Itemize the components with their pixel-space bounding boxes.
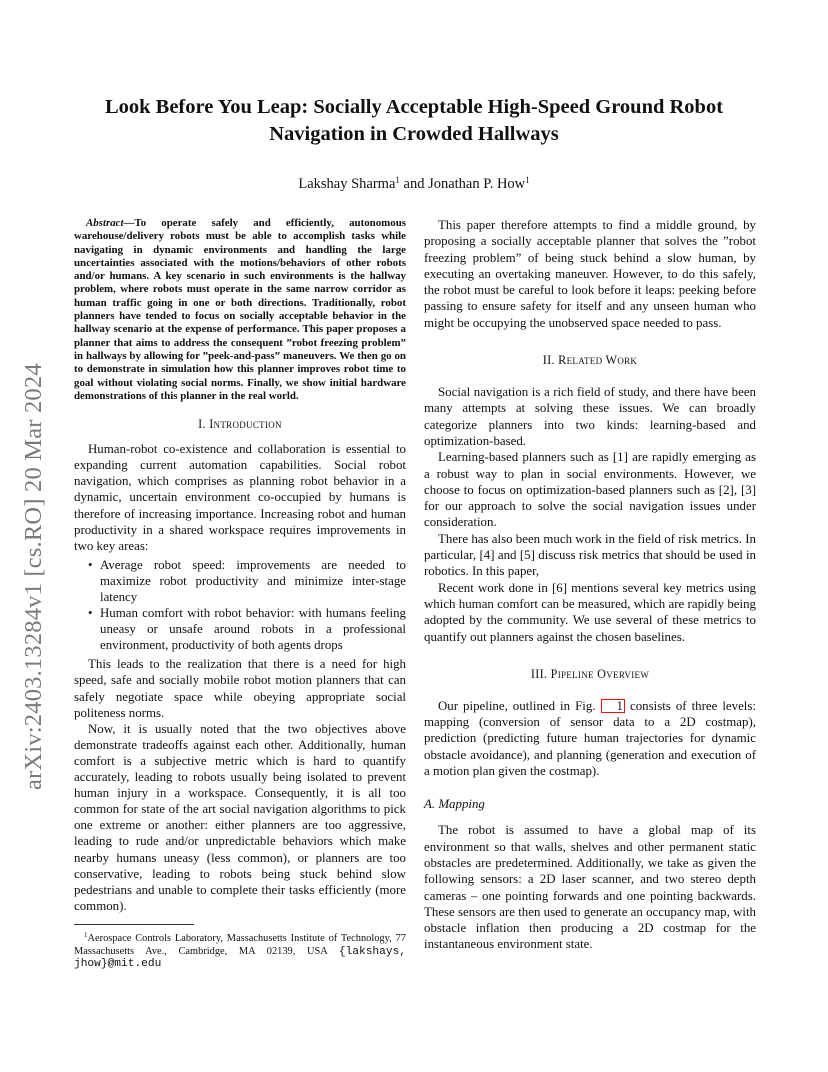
abstract-dash: — bbox=[123, 217, 135, 229]
affiliation-mark: 1 bbox=[395, 175, 400, 185]
section-heading-related-work: II. Related Work bbox=[542, 353, 638, 368]
intro-continuation-paragraph: This paper therefore attempts to find a middle ground, by proposing a socially acceptable planner that solves the ”robot freezing problem” of being stuck behind a slow human, by executing an overtaking maneuver. However, to do this safely, the robot must be careful to look before it leaps: peeking before passing to ensure safety for itself and any unseen human who might be occupying the unobserved space needed to pass. bbox=[424, 218, 756, 330]
intro-paragraph: Now, it is usually noted that the two objectives above demonstrate tradeoffs against each other. Additionally, human comfort is a subjective metric which is hard to quantify accurately, leading to robots usually being isolated to prevent human injury in a workspace. Consequently, it is all too common for state of the art social navigation algorithms to pick one extreme or another: either planners are too aggressive, leading to rude and/or unpredictable behaviors which make nearby humans uneasy (less common), or planners are too conservative, leading to robots being stuck behind slow pedestrians and unable to complete their tasks efficiently (more common). bbox=[74, 721, 406, 913]
mapping-paragraph: The robot is assumed to have a global map of its environment so that walls, shelves and other permanent static obstacles are predetermined. Additionally, we take as given the following sensors: a 2D laser scanner, and two stereo depth cameras – one pointing forwards and one pointing backwards. These sensors are then used to generate an occupancy map, with obstacle inflation then producing a 2D costmap for the instantaneous environment state. bbox=[424, 823, 756, 952]
right-column bbox=[424, 217, 756, 953]
related-work-paragraph: Recent work done in [6] mentions several key metrics using which human comfort can be measured, which are rapidly being adopted by the community. We use several of these metrics to quantify out planners against the chosen baselines. bbox=[424, 580, 756, 644]
author-name: Jonathan P. How bbox=[428, 176, 526, 192]
footnote-emails: {lakshays, jhow}@mit.edu bbox=[74, 945, 406, 971]
paper-title: Look Before You Leap: Socially Acceptable High-Speed Ground Robot Navigation in Crowded Hallways bbox=[104, 96, 724, 145]
author-name: Lakshay Sharma bbox=[298, 176, 396, 192]
footnote-mark: 1 bbox=[84, 930, 88, 939]
abstract-label: Abstract bbox=[86, 217, 124, 229]
related-work-paragraph: Social navigation is a rich field of study, and there have been many attempts at solving these issues. We can broadly categorize planners into two kinds: learning-based and optimization-based. bbox=[424, 385, 756, 448]
affiliation-mark: 1 bbox=[525, 175, 530, 185]
section-heading-pipeline-overview: III. Pipeline Overview bbox=[530, 666, 650, 681]
related-work-paragraph: There has also been much work in the field of risk metrics. In particular, [4] and [5] discuss risk metrics that should be used in robotics. In this paper, bbox=[424, 531, 756, 579]
subsection-heading-mapping: A. Mapping bbox=[424, 797, 485, 812]
related-work-paragraph: Learning-based planners such as [1] are rapidly emerging as a robust way to plan in social environments. However, we choose to focus on optimization-based planners such as [2], [3] for our approach to solve the social navigation issues under consideration. bbox=[424, 450, 756, 530]
left-column bbox=[74, 217, 406, 971]
pipeline-paragraph bbox=[424, 698, 756, 779]
footnote-block bbox=[74, 924, 406, 971]
arxiv-identifier: arXiv:2403.13284v1 [cs.RO] 20 Mar 2024 bbox=[20, 363, 47, 790]
footnote-text: Aerospace Controls Laboratory, Massachusetts Institute of Technology, 77 Massachusetts Ave., Cambridge, MA 02139, USA bbox=[74, 932, 406, 957]
list-item: • Average robot speed: improvements are needed to maximize robot productivity and minimize inter-stage latency bbox=[100, 557, 406, 605]
section-heading-introduction: I. Introduction bbox=[198, 417, 282, 432]
abstract-text: To operate safely and efficiently, autonomous warehouse/delivery robots must be able to accomplish tasks while navigating in dynamic environments and handling the large uncertainties associated with the motions/behaviors of other robots and/or humans. A key scenario in such environments is the hallway problem, where robots must operate in the same narrow corridor as human traffic going in one or both directions. Traditionally, robot planners have tended to focus on socially acceptable behavior in the hallway scenario at the expense of performance. This paper proposes a planner that aims to address the consequent ”robot freezing problem” in hallways by allowing for ”peek-and-pass” maneuvers. We then go on to demonstrate in simulation how this planner improves robot time to goal without violating social norms. Finally, we show initial hardware demonstrations of this planner in the real world. bbox=[74, 217, 406, 402]
author-line bbox=[60, 171, 768, 193]
intro-paragraph: This leads to the realization that there is a need for high speed, safe and socially mobile robot motion planners that can safely negotiate space while obeying appropriate social politeness norms. bbox=[74, 657, 406, 720]
figure-link[interactable]: 1 bbox=[601, 699, 625, 713]
pipeline-text: Our pipeline, outlined in Fig. bbox=[438, 698, 601, 713]
abstract bbox=[74, 217, 406, 403]
footnote-rule bbox=[74, 924, 194, 925]
requirement-list bbox=[74, 557, 406, 654]
footnote-affiliation bbox=[74, 929, 406, 971]
list-item: • Human comfort with robot behavior: with humans feeling uneasy or unsafe around robots in a professional environment, productivity of both agents drops bbox=[100, 605, 406, 653]
intro-paragraph: Human-robot co-existence and collaboration is essential to expanding current automation capabilities. Social robot navigation, which comprises as planning robot behavior in a dynamic, uncertain environment co-occupied by humans is therefore of increasing importance. Increasing robot and human productivity in a shared workspace requires improvements in two key areas: bbox=[74, 442, 406, 553]
author-separator: and bbox=[399, 176, 429, 192]
pipeline-text: consists of three levels: mapping (conversion of sensor data to a 2D costmap), prediction (predicting future human trajectories for dynamic obstacle avoidance), and planning (generation and execution of a motion plan given the costmap). bbox=[424, 698, 756, 779]
